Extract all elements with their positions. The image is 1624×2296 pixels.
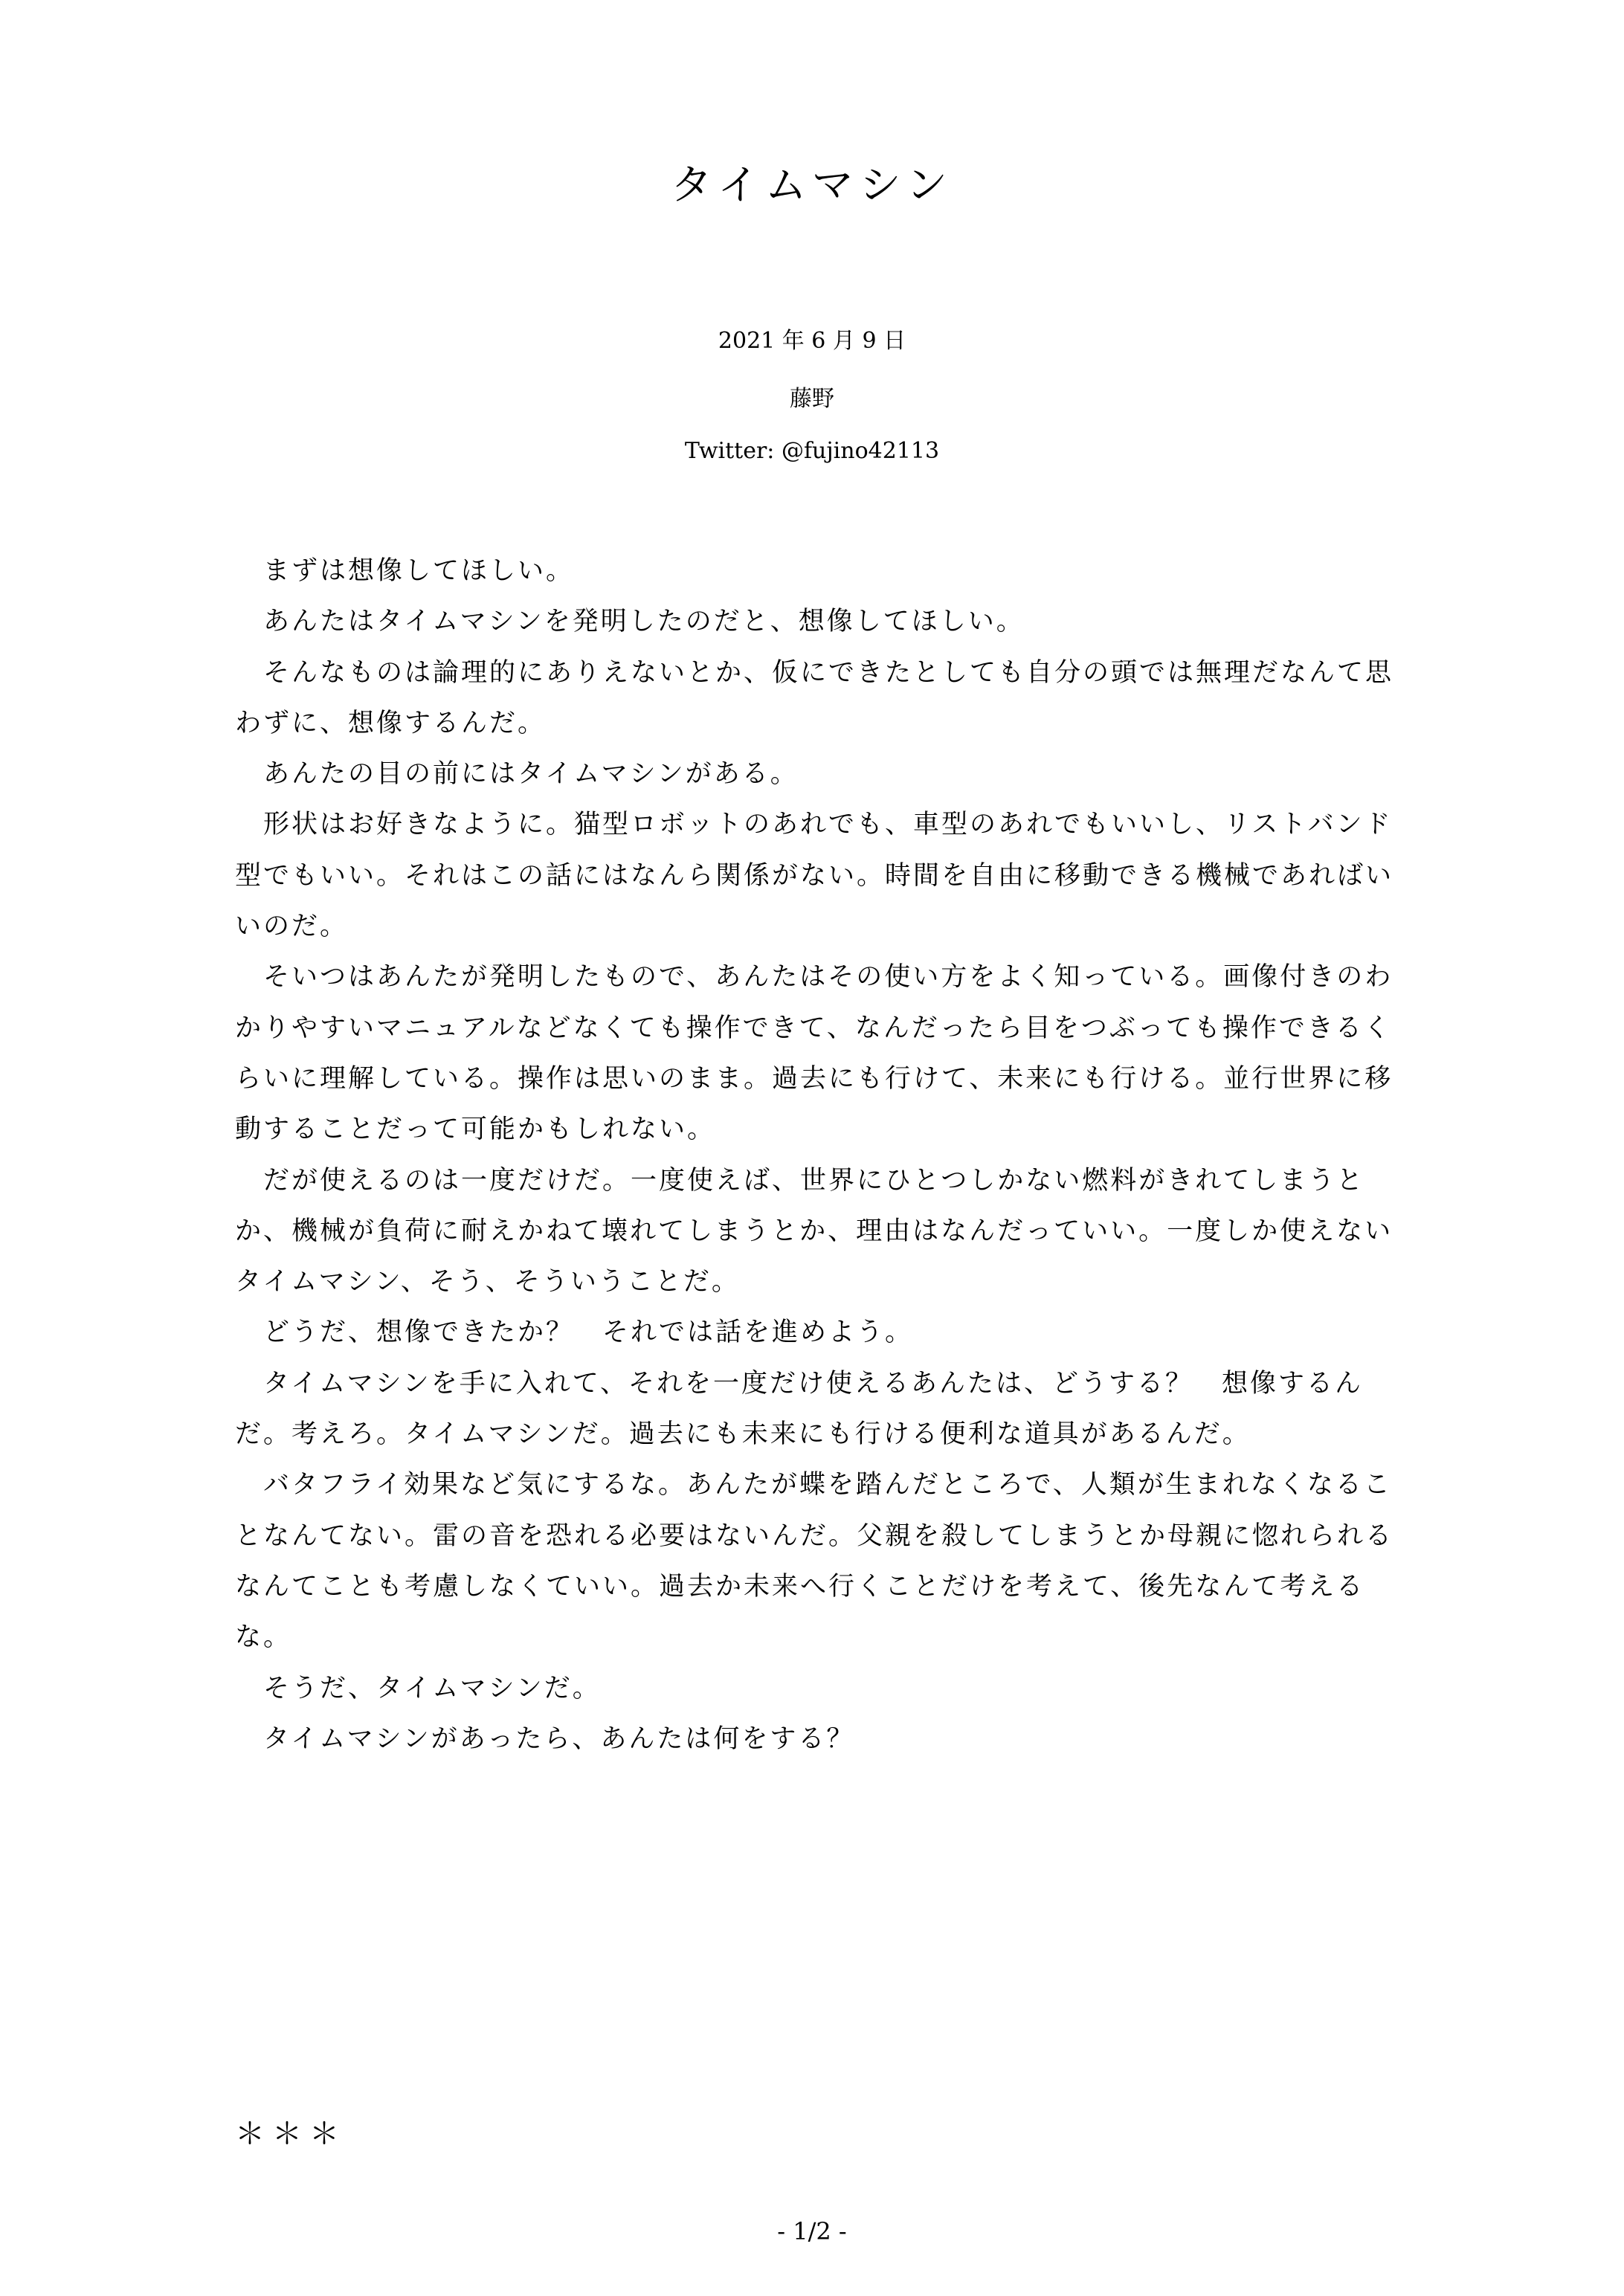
page-number: - 1/2 - xyxy=(777,2217,847,2245)
paragraph: そいつはあんたが発明したもので、あんたはその使い方をよく知っている。画像付きのわかりやすいマニュアルなどなくても操作できて、なんだったら目をつぶっても操作できるくらいに理解している。操作は思いのまま。過去にも行けて、未来にも行ける。並行世界に移動することだって可能かもしれない。 xyxy=(235,962,1393,1145)
document-date: 2021 年 6 月 9 日 xyxy=(718,328,906,354)
paragraph: だが使えるのは一度だけだ。一度使えば、世界にひとつしかない燃料がきれてしまうとか、機械が負荷に耐えかねて壊れてしまうとか、理由はなんだっていい。一度しか使えないタイムマシン、そう、そういうことだ。 xyxy=(235,1165,1393,1297)
paragraph: どうだ、想像できたか？ それでは話を進めよう。 xyxy=(263,1318,914,1348)
section-break: ＊＊＊ xyxy=(235,2117,347,2151)
paragraph: あんたの目の前にはタイムマシンがある。 xyxy=(263,759,799,790)
paragraph: タイムマシンを手に入れて、それを一度だけ使えるあんたは、どうする？ 想像するんだ。考えろ。タイムマシンだ。過去にも未来にも行ける便利な道具があるんだ。 xyxy=(235,1368,1364,1450)
paragraph: バタフライ効果など気にするな。あんたが蝶を踏んだところで、人類が生まれなくなることなんてない。雷の音を恐れる必要はないんだ。父親を殺してしまうとか母親に惚れられるなんてことも考慮しなくていい。過去か未来へ行くことだけを考えて、後先なんて考えるな。 xyxy=(235,1470,1394,1653)
paragraph: そうだ、タイムマシンだ。 xyxy=(263,1673,601,1703)
document-title: タイムマシン xyxy=(670,161,954,210)
document-author: 藤野 xyxy=(790,386,834,412)
paragraph: タイムマシンがあったら、あんたは何をする？ xyxy=(263,1723,855,1754)
paragraph: そんなものは論理的にありえないとか、仮にできたとしても自分の頭では無理だなんて思わずに、想像するんだ。 xyxy=(235,657,1394,738)
story-body xyxy=(235,546,1395,1764)
paragraph: 形状はお好きなように。猫型ロボットのあれでも、車型のあれでもいいし、リストバンド型でもいい。それはこの話にはなんら関係がない。時間を自由に移動できる機械であればいいのだ。 xyxy=(235,810,1394,942)
paragraph: まずは想像してほしい。 xyxy=(263,556,575,586)
author-twitter-handle: Twitter: @fujino42113 xyxy=(684,438,940,464)
paragraph: あんたはタイムマシンを発明したのだと、想像してほしい。 xyxy=(263,607,1025,637)
